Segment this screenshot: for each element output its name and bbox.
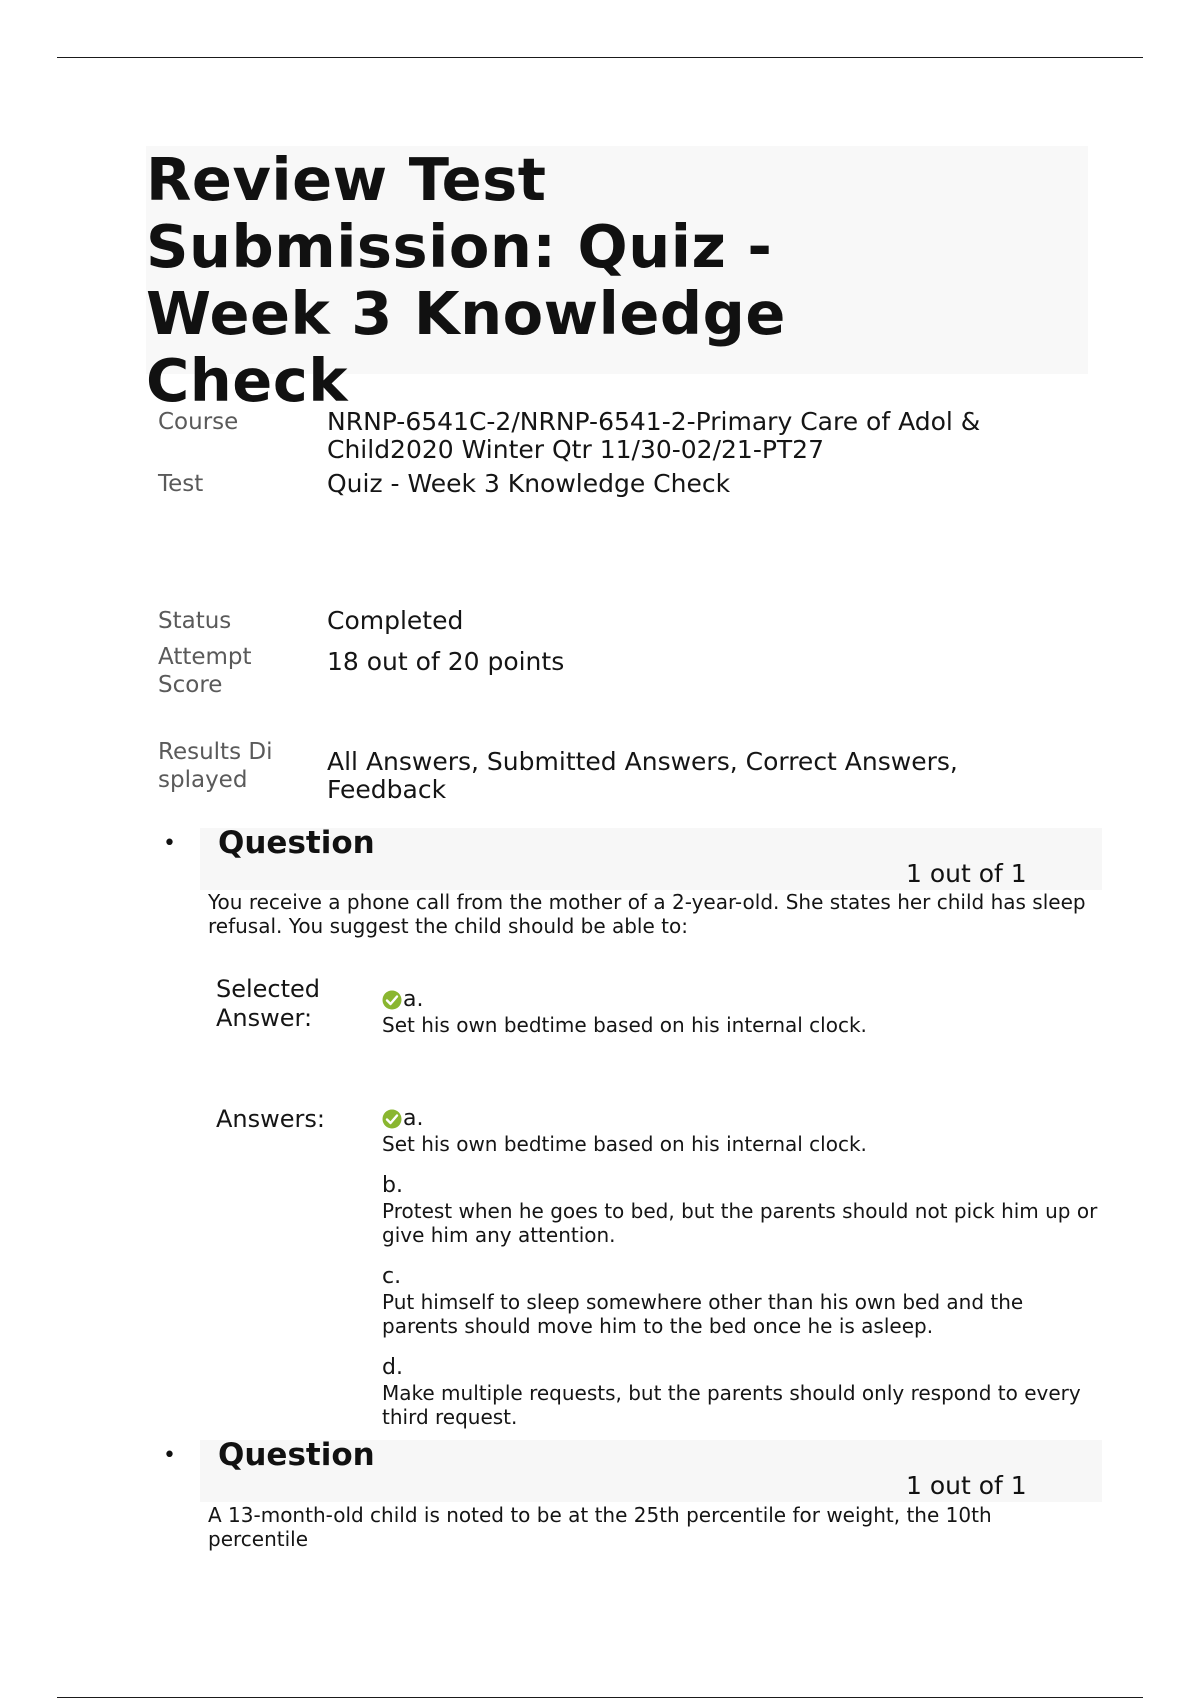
answers-label: Answers: <box>216 1105 325 1133</box>
course-label: Course <box>158 409 239 435</box>
option-letter-d <box>382 1355 403 1381</box>
option-letter-c <box>382 1264 401 1290</box>
option-text-b: Protest when he goes to bed, but the parents should not pick him up or give him any attention. <box>382 1199 1098 1247</box>
option-letter-a <box>382 1106 423 1132</box>
correct-check-icon <box>382 990 402 1010</box>
attempt-score-label: Attempt Score <box>158 644 252 698</box>
bullet: • <box>163 831 176 856</box>
option-text-c: Put himself to sleep somewhere other than his own bed and the parents should move him to the bed once he is asleep. <box>382 1290 1024 1338</box>
page-title: Review Test Submission: Quiz - Week 3 Knowledge Check <box>146 145 786 415</box>
question-text: A 13-month-old child is noted to be at the 25th percentile for weight, the 10th percentile <box>208 1503 992 1551</box>
option-letter-d-text: d. <box>382 1355 403 1380</box>
option-letter-c-text: c. <box>382 1264 402 1289</box>
selected-answer-letter-text: a. <box>403 987 424 1012</box>
test-value: Quiz - Week 3 Knowledge Check <box>327 469 731 498</box>
attempt-score-value: 18 out of 20 points <box>327 647 565 676</box>
question-points: 1 out of 1 <box>906 859 1027 888</box>
test-label: Test <box>158 471 204 497</box>
selected-answer-letter <box>382 987 423 1013</box>
bottom-rule <box>57 1697 1143 1698</box>
option-letter-b-text: b. <box>382 1173 403 1198</box>
question-title: Question <box>218 1437 375 1473</box>
correct-check-icon <box>382 1109 402 1129</box>
option-text-a: Set his own bedtime based on his internal clock. <box>382 1132 867 1156</box>
option-text-d: Make multiple requests, but the parents should only respond to every third request. <box>382 1381 1081 1429</box>
results-displayed-label: Results Displayed <box>158 739 273 793</box>
question-title: Question <box>218 825 375 861</box>
course-value: NRNP-6541C-2/NRNP-6541-2-Primary Care of Adol & Child2020 Winter Qtr 11/30-02/21-PT27 <box>327 407 981 464</box>
page-title-box <box>146 145 1088 415</box>
results-displayed-value: All Answers, Submitted Answers, Correct Answers, Feedback <box>327 747 958 804</box>
status-value: Completed <box>327 606 464 635</box>
status-label: Status <box>158 608 232 634</box>
selected-answer-label: Selected Answer: <box>216 975 321 1032</box>
question-points: 1 out of 1 <box>906 1471 1027 1500</box>
option-letter-a-text: a. <box>403 1106 424 1131</box>
bullet: • <box>163 1443 176 1468</box>
option-letter-b <box>382 1173 403 1199</box>
selected-answer-text: Set his own bedtime based on his internal clock. <box>382 1013 867 1037</box>
top-rule <box>57 57 1143 58</box>
question-text: You receive a phone call from the mother of a 2-year-old. She states her child has sleep refusal. You suggest the child should be able to: <box>208 890 1086 938</box>
